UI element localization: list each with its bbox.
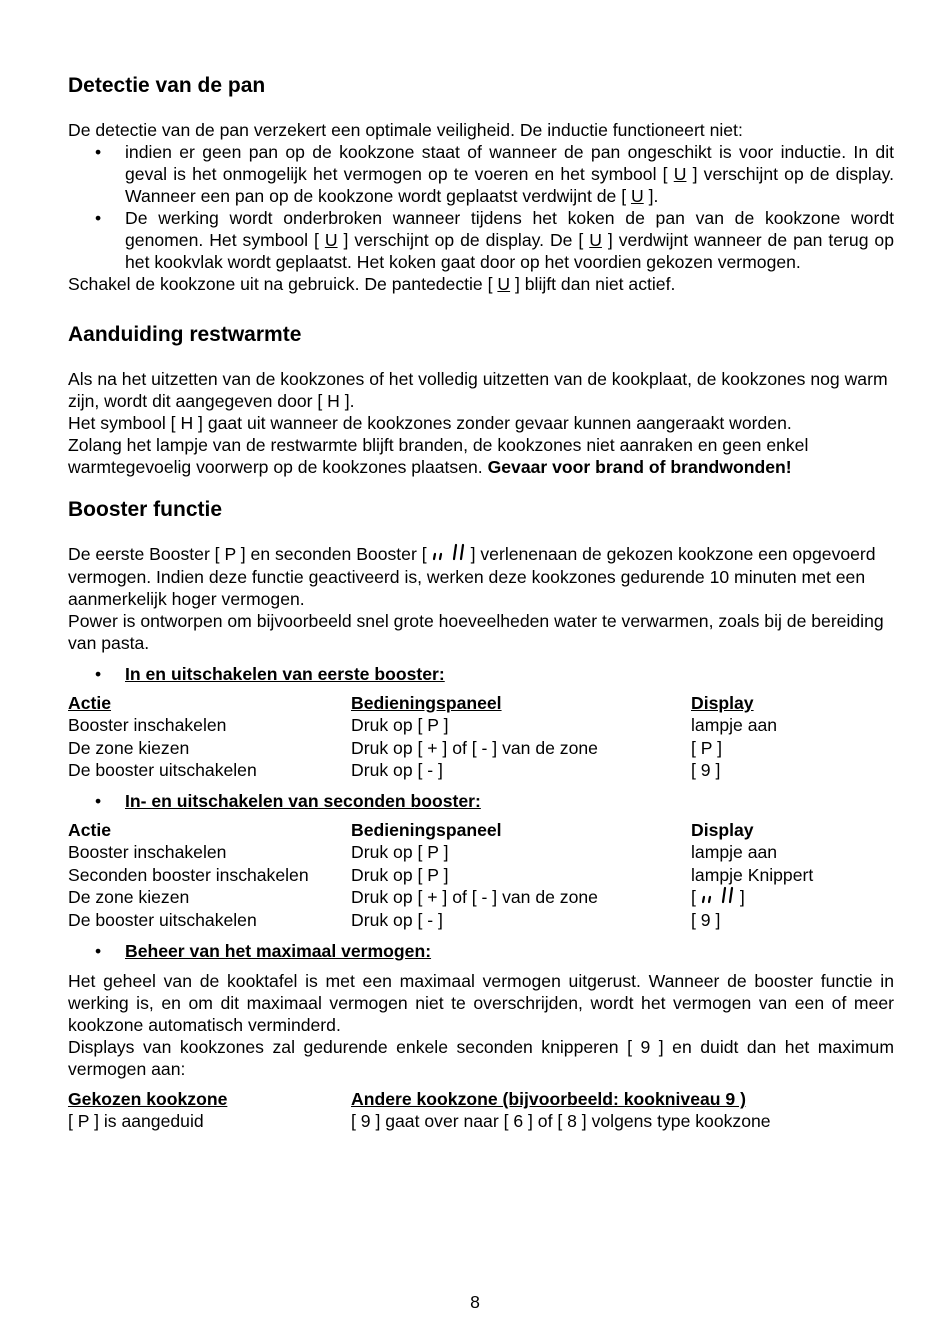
header-actie: Actie [68, 693, 112, 713]
header-bedieningspaneel: Bedieningspaneel [351, 820, 502, 840]
subsection-title: Beheer van het maximaal vermogen: [125, 941, 432, 961]
detectie-outro [68, 273, 894, 295]
table-maximaal-vermogen [68, 1088, 871, 1133]
double-booster-symbol [696, 886, 740, 909]
table-seconden-booster [68, 819, 891, 931]
u-symbol: U [497, 274, 511, 294]
warning-text: Gevaar voor brand of brandwonden! [487, 457, 792, 477]
cell-actie: Booster inschakelen [68, 842, 227, 863]
bullet-dot: • [95, 664, 102, 684]
bullet1-text-a: indien er geen pan op de kookzone staat of wanneer de pan ongeschikt is voor inductie. In dit geval is het onmogelijk het vermogen op te voeren en het symbool [ [125, 142, 894, 184]
cell-bedieningspaneel: Druk op [ + ] of [ - ] van de zone [351, 886, 598, 907]
restwarmte-p3 [68, 434, 894, 478]
detectie-bullet-1 [68, 141, 894, 207]
header-andere-kookzone: Andere kookzone (bijvoorbeeld: kookniveau 9 ) [351, 1089, 746, 1109]
detectie-intro: De detectie van de pan verzekert een optimale veiligheid. De inductie functioneert niet: [68, 120, 743, 140]
cell-bedieningspaneel: Druk op [ + ] of [ - ] van de zone [351, 737, 598, 758]
cell-display: lampje aan [691, 842, 778, 863]
double-booster-symbol [427, 543, 471, 566]
u-symbol: U [324, 230, 338, 250]
bullet2-text-a: De werking wordt onderbroken wanneer tijdens het koken de pan van de kookzone wordt genomen. Het symbool [ [125, 208, 894, 250]
booster-p1 [68, 543, 894, 610]
cell-bedieningspaneel: Druk op [ - ] [351, 759, 443, 780]
u-symbol: U [589, 230, 602, 250]
header-display: Display [691, 820, 754, 840]
cell-actie: Booster inschakelen [68, 715, 227, 736]
section-title-restwarmte: Aanduiding restwarmte [68, 323, 302, 346]
bullet1-text-b: ] verschijnt op de display. Wanneer een pan op de kookzone wordt geplaatst verdwijnt de [ [125, 164, 895, 206]
detectie-body [68, 119, 894, 295]
detectie-list [68, 141, 894, 273]
cell-bedieningspaneel: Druk op [ - ] [351, 909, 443, 930]
outro-text-a: Schakel de kookzone uit na gebruick. De pantedectie [ [68, 274, 498, 294]
table-row [68, 886, 891, 909]
bullet1-text-c: ]. [643, 186, 659, 206]
outro-text-b: ] blijft dan niet actief. [510, 274, 676, 294]
cell-bedieningspaneel: Druk op [ P ] [351, 715, 449, 736]
header-gekozen-kookzone: Gekozen kookzone [68, 1089, 228, 1109]
section-title-booster: Booster functie [68, 498, 223, 521]
cell-actie: Seconden booster inschakelen [68, 864, 309, 885]
cell-actie: De booster uitschakelen [68, 909, 257, 930]
booster-p1-text-a: De eerste Booster [ P ] en seconden Booster [ [68, 544, 427, 564]
bullet-dot: • [95, 941, 102, 961]
u-symbol: U [673, 164, 687, 184]
table-header-row [68, 819, 891, 841]
cell-display: [ P ] [691, 737, 722, 758]
maximaal-p2: Displays van kookzones zal gedurende enkele seconden knipperen [ 9 ] en duidt dan het maximum vermogen aan: [68, 1037, 894, 1079]
restwarmte-p2: Het symbool [ H ] gaat uit wanneer de kookzones zonder gevaar kunnen aangeraakt worden. [68, 413, 792, 433]
cell-actie: De booster uitschakelen [68, 759, 257, 780]
cell-display: [ 9 ] [691, 909, 721, 930]
table-row [68, 737, 891, 759]
cell-display [691, 886, 891, 909]
table-row [68, 1110, 871, 1132]
restwarmte-p3-text: Zolang het lampje van de restwarmte blijft branden, de kookzones niet aanraken en geen enkel warmtegevoelig voorwerp op de kookzones plaatsen. [68, 435, 809, 477]
maximaal-p1: Het geheel van de kooktafel is met een maximaal vermogen uitgerust. Wanneer de booster functie in werking is, en om dit maximaal vermogen niet te overschrijden, wordt het vermogen van een of meer kookzone automatisch verminderd. [68, 971, 894, 1035]
bullet2-text-c: ] verdwijnt wanneer de pan terug op het kookvlak wordt geplaatst. Het koken gaat door op het voordien gekozen vermogen. [125, 230, 894, 272]
u-symbol: U [630, 186, 644, 206]
table-row [68, 759, 891, 781]
booster-p1-text-b: ] verlenenaan de gekozen kookzone een opgevoerd vermogen. Indien deze functie geactiveerd is, werken deze kookzones gedurende 10 minuten met een aanmerkelijk hoger vermogen. [68, 544, 876, 609]
header-actie: Actie [68, 820, 112, 840]
maximaal-vermogen-body [68, 970, 894, 1080]
table-row [68, 864, 891, 886]
cell-display: lampje aan [691, 715, 778, 736]
table-header-row [68, 1088, 871, 1110]
cell-display: lampje Knippert [691, 864, 814, 885]
bracket-open: [ [691, 886, 696, 907]
booster-p2: Power is ontworpen om bijvoorbeeld snel grote hoeveelheden water te verwarmen, zoals bij de bereiding van pasta. [68, 611, 884, 653]
header-bedieningspaneel: Bedieningspaneel [351, 693, 502, 713]
cell-bedieningspaneel: Druk op [ P ] [351, 864, 449, 885]
bracket-close: ] [739, 886, 745, 907]
subsection-title: In- en uitschakelen van seconden booster: [125, 791, 481, 811]
cell-display: [ 9 ] [691, 759, 721, 780]
restwarmte-body [68, 368, 894, 478]
cell-actie: De zone kiezen [68, 737, 190, 758]
header-display: Display [691, 693, 754, 713]
cell-gekozen: [ P ] is aangeduid [68, 1111, 204, 1132]
table-row [68, 714, 891, 736]
subsection-title: In en uitschakelen van eerste booster: [125, 664, 445, 684]
table-header-row [68, 692, 891, 714]
bullet2-text-b: ] verschijnt op de display. De [ [337, 230, 590, 250]
section-title-detectie: Detectie van de pan [68, 74, 266, 97]
detectie-bullet-2 [68, 207, 894, 273]
bullet-dot: • [95, 791, 102, 811]
page-number: 8 [470, 1292, 480, 1312]
table-row [68, 841, 891, 863]
cell-bedieningspaneel: Druk op [ P ] [351, 842, 449, 863]
booster-body [68, 543, 894, 654]
table-eerste-booster [68, 692, 891, 781]
table-row [68, 909, 891, 931]
cell-andere: [ 9 ] gaat over naar [ 6 ] of [ 8 ] volgens type kookzone [351, 1111, 771, 1132]
restwarmte-p1: Als na het uitzetten van de kookzones of het volledig uitzetten van de kookplaat, de kookzones nog warm zijn, wordt dit aangegeven door [ H ]. [68, 369, 888, 411]
cell-actie: De zone kiezen [68, 886, 190, 907]
